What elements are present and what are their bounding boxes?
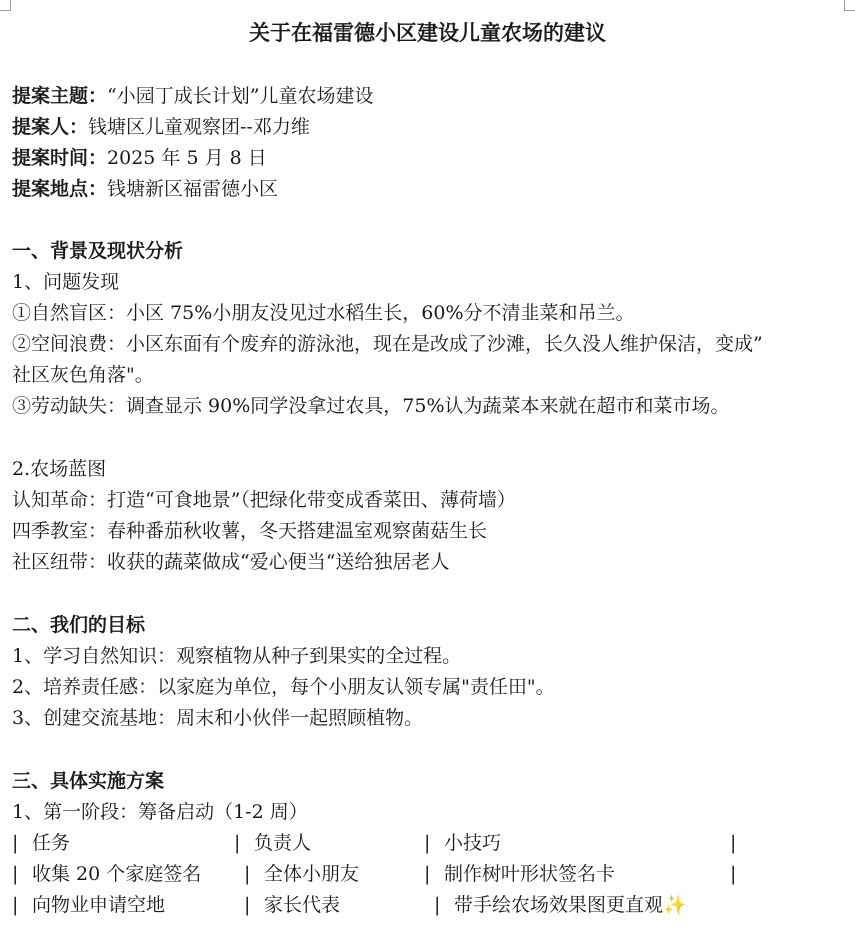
proposal-date: 提案时间：2025 年 5 月 8 日 (12, 147, 267, 169)
table-pipe: | (730, 863, 737, 885)
blueprint-item-2: 四季教室：春种番茄秋收薯，冬天搭建温室观察菌菇生长 (12, 520, 488, 542)
table-pipe: | (244, 894, 251, 916)
table-header-tip: 小技巧 (444, 832, 502, 854)
table-pipe: | (424, 863, 431, 885)
table-pipe: | (434, 894, 441, 916)
blueprint-item-1: 认知革命：打造“可食地景”（把绿化带变成香菜田、薄荷墙） (12, 489, 516, 511)
proposal-author: 提案人：钱塘区儿童观察团--邓力维 (12, 116, 310, 138)
goal-item-2: 2、培养责任感：以家庭为单位，每个小朋友认领专属"责任田"。 (12, 676, 555, 698)
goal-item-1: 1、学习自然知识：观察植物从种子到果实的全过程。 (12, 645, 462, 667)
problem-item-1: ①自然盲区：小区 75%小朋友没见过水稻生长，60%分不清韭菜和吊兰。 (12, 302, 635, 324)
page-corner-mark-left (0, 0, 11, 11)
proposal-location: 提案地点：钱塘新区福雷德小区 (12, 178, 279, 200)
table-pipe: | (424, 832, 431, 854)
phase-1-heading: 1、第一阶段：筹备启动（1-2 周） (12, 801, 308, 823)
table-pipe: | (244, 863, 251, 885)
section-heading-background: 一、背景及现状分析 (12, 240, 184, 262)
subheading-farm-blueprint: 2.农场蓝图 (12, 458, 107, 480)
section-heading-implementation: 三、具体实施方案 (12, 770, 165, 792)
table-cell-task: 向物业申请空地 (32, 894, 166, 916)
page-corner-mark-right (844, 0, 855, 11)
document-title: 关于在福雷德小区建设儿童农场的建议 (249, 20, 606, 45)
table-header-task: 任务 (32, 832, 71, 854)
table-pipe: | (12, 863, 19, 885)
table-pipe: | (234, 832, 241, 854)
goal-item-3: 3、创建交流基地：周末和小伙伴一起照顾植物。 (12, 707, 424, 729)
table-pipe: | (730, 832, 737, 854)
table-pipe: | (12, 894, 19, 916)
problem-item-2: ②空间浪费：小区东面有个废弃的游泳池，现在是改成了沙滩，长久没人维护保洁，变成” (12, 333, 763, 355)
problem-item-2-continued: 社区灰色角落"。 (12, 364, 154, 386)
blueprint-item-3: 社区纽带：收获的蔬菜做成“爱心便当“送给独居老人 (12, 551, 450, 573)
proposal-topic: 提案主题：“小园丁成长计划”儿童农场建设 (12, 85, 374, 107)
table-header-owner: 负责人 (254, 832, 312, 854)
subheading-problems: 1、问题发现 (12, 271, 120, 293)
problem-item-3: ③劳动缺失：调查显示 90%同学没拿过农具，75%认为蔬菜本来就在超市和菜市场。 (12, 395, 730, 417)
table-cell-task: 收集 20 个家庭签名 (32, 863, 202, 885)
table-pipe: | (12, 832, 19, 854)
section-heading-goals: 二、我们的目标 (12, 614, 146, 636)
table-cell-tip: 制作树叶形状签名卡 (444, 863, 616, 885)
table-cell-owner: 家长代表 (264, 894, 341, 916)
table-cell-owner: 全体小朋友 (264, 863, 360, 885)
table-cell-tip: 带手绘农场效果图更直观✨ (454, 894, 687, 916)
